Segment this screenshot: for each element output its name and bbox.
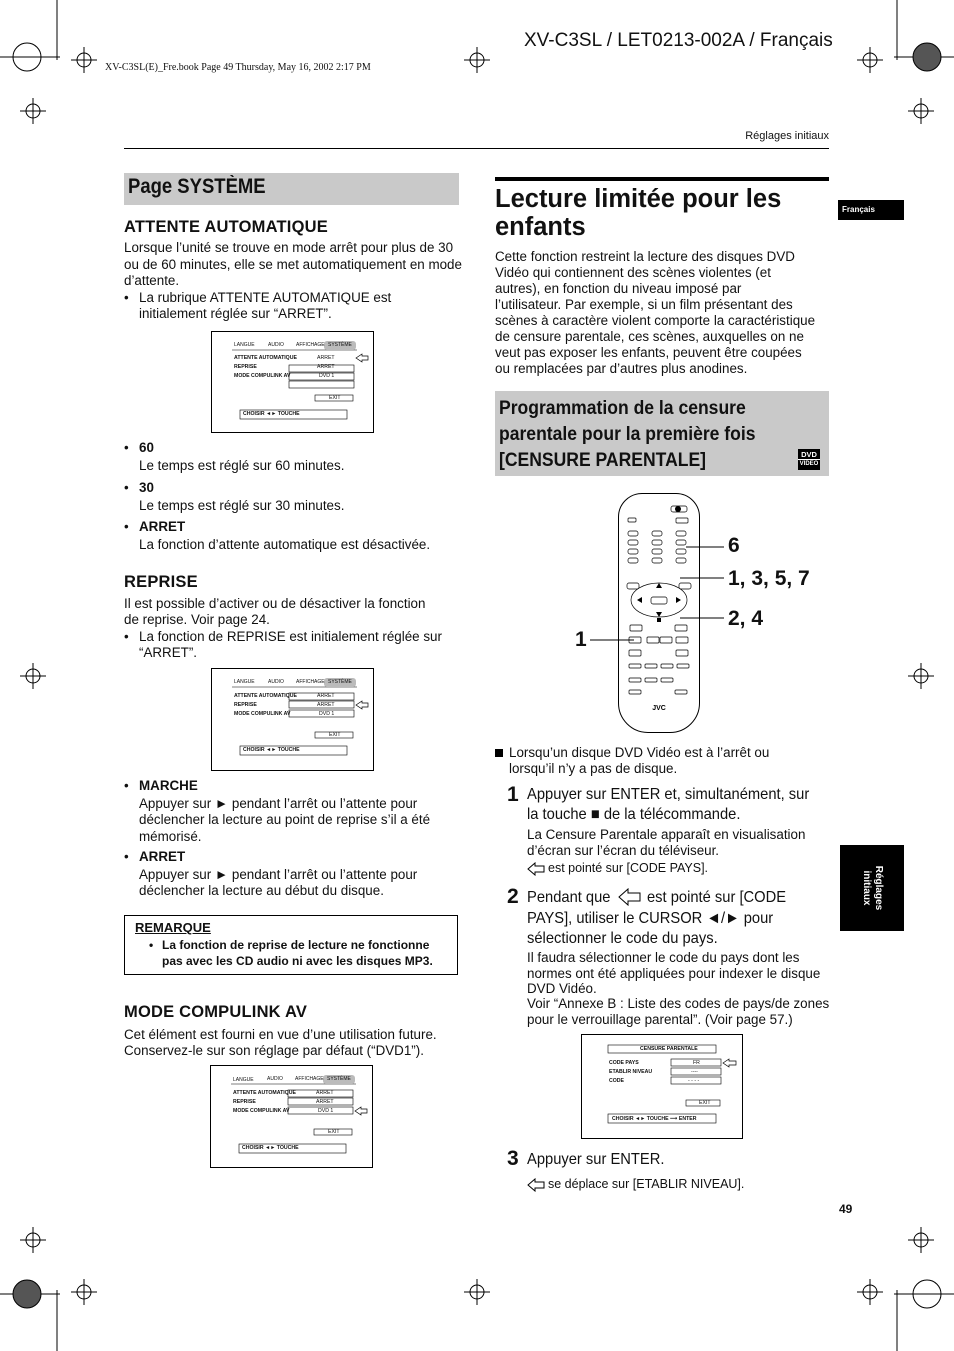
arret-line2: déclencher la lecture au début du disque. [139, 883, 384, 898]
reprise-heading: REPRISE [124, 573, 198, 591]
step2-line7: Voir “Annexe B : Liste des codes de pays/de zones [527, 996, 830, 1011]
intro-line: veut pas exposer les enfants, peuvent être coupées [495, 345, 802, 360]
reprise-para2: de reprise. Voir page 24. [124, 612, 270, 627]
scr-row-compulink: MODE COMPULINK AV [234, 373, 291, 379]
step2-line5: normes ont été appliquées pour indexer le disque [527, 966, 821, 981]
menu-screen-reprise [211, 668, 374, 771]
reprise-bullet1b: “ARRET”. [139, 645, 198, 660]
step2-line6: DVD Vidéo. [527, 981, 597, 996]
scr-exit: EXIT [328, 1129, 340, 1135]
scr-tab-systeme: SYSTÈME [328, 342, 352, 348]
censure-scr-row3: CODE [609, 1078, 624, 1084]
attente-para3: d’attente. [124, 273, 180, 288]
step1-line2: la touche ■ de la télécommande. [527, 806, 741, 823]
opt-arret-label: ARRET [139, 519, 186, 534]
step2-line1b: est pointé sur [CODE [647, 889, 787, 906]
scr-footer: CHOISIR ◄► TOUCHE [243, 411, 300, 417]
attente-para2: ou de 60 minutes, elle se met automatiquement en mode [124, 257, 462, 272]
scr-row-compulink: MODE COMPULINK AV [233, 1108, 290, 1114]
main-title [495, 185, 781, 241]
step1-line3: La Censure Parentale apparaît en visualisation [527, 827, 806, 842]
censure-scr-title: CENSURE PARENTALE [640, 1046, 698, 1052]
block-title-line1: Programmation de la censure [499, 397, 746, 419]
opt-60-label: 60 [139, 440, 154, 455]
scr-val-3: DVD 1 [319, 711, 335, 717]
opt-30-desc: Le temps est réglé sur 30 minutes. [139, 498, 345, 513]
bullet-dot: • [124, 778, 129, 793]
scr-val-2: ARRET [317, 364, 335, 370]
compulink-para1: Cet élément est fourni en vue d’une utilisation future. [124, 1027, 437, 1042]
scr-tab-audio: AUDIO [268, 342, 284, 348]
main-title-line1: Lecture limitée pour les [495, 185, 782, 213]
side-tab-line1: Réglages [873, 865, 884, 911]
marche-line1: Appuyer sur ► pendant l’arrêt ou l’attente pour [139, 796, 418, 811]
censure-section-heading [495, 391, 829, 476]
scr-exit: EXIT [329, 732, 341, 738]
document-id: XV-C3SL / LET0213-002A / Français [524, 30, 833, 51]
intro-line: autres), en fonction du niveau imposé par [495, 281, 742, 296]
scr-row-reprise: REPRISE [234, 364, 257, 370]
arret-line1: Appuyer sur ► pendant l’arrêt ou l’attente pour [139, 867, 418, 882]
censure-scr-val3: - - - - [688, 1078, 700, 1084]
step3-line1: Appuyer sur ENTER. [527, 1151, 665, 1168]
step2-line4: Il faudra sélectionner le code du pays dont les [527, 950, 800, 965]
section-side-tab [840, 845, 904, 931]
callout-6: 6 [728, 534, 740, 557]
censure-parentale-screen [581, 1034, 743, 1139]
opt-60-desc: Le temps est réglé sur 60 minutes. [139, 458, 345, 473]
remarque-line1: La fonction de reprise de lecture ne fonctionne [162, 938, 430, 952]
header-rule [124, 148, 829, 149]
scr-tab-langue: LANGUE [234, 679, 255, 685]
intro-line: ou remplacées par d’autres plus anodines. [495, 361, 748, 376]
main-title-line2: enfants [495, 213, 586, 241]
scr-val-3: DVD 1 [318, 1108, 334, 1114]
step3-line2: se déplace sur [ETABLIR NIVEAU]. [548, 1177, 745, 1191]
scr-val-1: ARRET [316, 1090, 334, 1096]
scr-tab-affichage: AFFICHAGE [296, 679, 325, 685]
callout-lines [590, 540, 730, 650]
dvd-video-badge: DVD VIDEO [798, 449, 820, 470]
bullet-dot: • [124, 519, 129, 534]
opt-30-label: 30 [139, 480, 154, 495]
book-file-line: XV-C3SL(E)_Fre.book Page 49 Thursday, May 16, 2002 2:17 PM [105, 62, 371, 73]
marche-line3: mémorisé. [139, 829, 202, 844]
intro-line: Vidéo qui contiennent des scènes violentes (et [495, 265, 771, 280]
scr-row-reprise: REPRISE [234, 702, 257, 708]
attente-bullet1b: initialement réglée sur “ARRET”. [139, 306, 332, 321]
remarque-line2: pas avec les CD audio ni avec les disques MP3. [162, 954, 433, 968]
callout-1357: 1, 3, 5, 7 [728, 567, 810, 590]
scr-val-1: ARRET [317, 355, 335, 361]
condition-line1: Lorsqu’un disque DVD Vidéo est à l’arrêt ou [509, 745, 770, 760]
bullet-dot: • [124, 480, 129, 495]
censure-scr-val2: ---- [691, 1069, 698, 1075]
censure-scr-row1: CODE PAYS [609, 1060, 639, 1066]
remarque-box [124, 915, 458, 975]
step2-line2: PAYS], utiliser le CURSOR ◄/► pour [527, 910, 774, 927]
scr-footer: CHOISIR ◄► TOUCHE [243, 747, 300, 753]
pointer-arrow-icon [527, 1178, 545, 1192]
scr-tab-systeme: SYSTÈME [327, 1076, 351, 1082]
step3-number: 3 [507, 1147, 519, 1170]
compulink-para2: Conservez-le sur son réglage par défaut (“DVD1”). [124, 1043, 424, 1058]
page-systeme-heading: Page SYSTÈME [124, 173, 459, 205]
attente-para1: Lorsque l’unité se trouve en mode arrêt pour plus de 30 [124, 240, 454, 255]
menu-screen-compulink [210, 1065, 373, 1168]
reprise-bullet1a: La fonction de REPRISE est initialement réglée sur [139, 629, 442, 644]
opt-arret-desc: La fonction d’attente automatique est désactivée. [139, 537, 431, 552]
step1-number: 1 [507, 783, 519, 806]
bullet-dot: • [124, 290, 129, 305]
scr-footer: CHOISIR ◄► TOUCHE [242, 1145, 299, 1151]
scr-tab-audio: AUDIO [267, 1076, 283, 1082]
censure-scr-exit: EXIT [699, 1100, 711, 1106]
scr-tab-audio: AUDIO [268, 679, 284, 685]
scr-exit: EXIT [329, 395, 341, 401]
marche-line2: déclencher la lecture au point de reprise s’il a été [139, 812, 431, 827]
step1-line1: Appuyer sur ENTER et, simultanément, sur [527, 786, 810, 803]
arret-label: ARRET [139, 849, 186, 864]
callout-1: 1 [575, 628, 587, 651]
scr-tab-systeme: SYSTÈME [328, 679, 352, 685]
pointer-arrow-icon [618, 888, 642, 906]
censure-scr-row2: ETABLIR NIVEAU [609, 1069, 653, 1075]
bullet-dot: • [124, 440, 129, 455]
scr-row-attente: ATTENTE AUTOMATIQUE [234, 355, 297, 361]
step2-line1a: Pendant que [527, 889, 611, 906]
block-title-line3: [CENSURE PARENTALE] [499, 449, 707, 471]
intro-line: l’utilisateur. Par exemple, si un film présentant des [495, 297, 793, 312]
step2-line8: pour le verrouillage parental”. (Voir page 57.) [527, 1012, 793, 1027]
step1-line5: est pointé sur [CODE PAYS]. [548, 861, 709, 875]
attente-bullet1a: La rubrique ATTENTE AUTOMATIQUE est [139, 290, 392, 305]
square-bullet [495, 749, 503, 757]
scr-val-2: ARRET [316, 1099, 334, 1105]
bullet-dot: • [149, 938, 154, 952]
section-header: Réglages initiaux [745, 130, 829, 142]
scr-row-attente: ATTENTE AUTOMATIQUE [234, 693, 297, 699]
intro-line: scènes à caractère violent comporte la caractéristique [495, 313, 816, 328]
scr-row-compulink: MODE COMPULINK AV [234, 711, 291, 717]
page-number: 49 [839, 1202, 853, 1216]
bullet-dot: • [124, 629, 129, 644]
pointer-arrow-icon [527, 862, 545, 876]
censure-scr-val1: FR [693, 1060, 700, 1066]
condition-line2: lorsqu’il n’y a pas de disque. [509, 761, 678, 776]
remarque-title: REMARQUE [135, 920, 211, 935]
scr-tab-affichage: AFFICHAGE [295, 1076, 324, 1082]
scr-row-reprise: REPRISE [233, 1099, 256, 1105]
callout-24: 2, 4 [728, 607, 764, 630]
remote-brand-logo: JVC [652, 705, 666, 712]
scr-val-2: ARRET [317, 702, 335, 708]
language-tab: Français [838, 200, 904, 220]
scr-row-attente: ATTENTE AUTOMATIQUE [233, 1090, 296, 1096]
attente-heading: ATTENTE AUTOMATIQUE [124, 218, 328, 236]
step2-number: 2 [507, 885, 519, 908]
block-title-line2: parentale pour la première fois [499, 423, 756, 445]
step1-line4: d’écran sur l’écran du téléviseur. [527, 843, 720, 858]
compulink-heading: MODE COMPULINK AV [124, 1003, 308, 1021]
intro-line: de censure parentale, ces scènes, auxquelles on ne [495, 329, 804, 344]
scr-val-1: ARRET [317, 693, 335, 699]
title-rule [495, 177, 829, 181]
scr-tab-langue: LANGUE [234, 342, 255, 348]
scr-val-3: DVD 1 [319, 373, 335, 379]
censure-scr-footer: CHOISIR ◄► TOUCHE ⟶ ENTER [612, 1116, 697, 1122]
reprise-para1: Il est possible d’activer ou de désactiver la fonction [124, 596, 426, 611]
bullet-dot: • [124, 849, 129, 864]
side-tab-line2: initiaux [861, 870, 872, 906]
menu-screen-attente [211, 331, 374, 433]
intro-line: Cette fonction restreint la lecture des disques DVD [495, 249, 795, 264]
scr-tab-langue: LANGUE [233, 1077, 254, 1083]
scr-tab-affichage: AFFICHAGE [296, 342, 325, 348]
marche-label: MARCHE [139, 778, 198, 793]
step2-line3: sélectionner le code du pays. [527, 930, 718, 947]
